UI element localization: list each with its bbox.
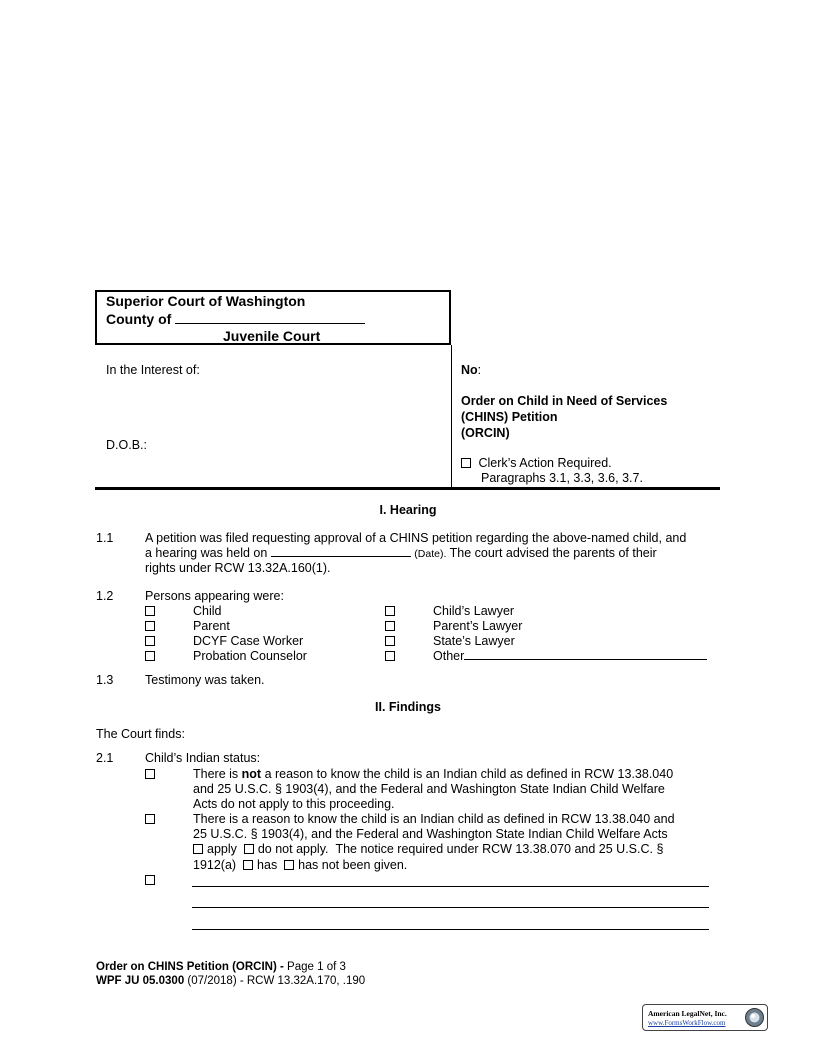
logo-company: American LegalNet, Inc.: [648, 1009, 727, 1018]
clerk-checkbox[interactable]: [461, 458, 471, 468]
case-number: [461, 363, 481, 377]
footer-title: Order on CHINS Petition (ORCIN) -: [96, 961, 284, 973]
caption-divider: [451, 345, 452, 488]
para-1-2-num: 1.2: [96, 589, 114, 603]
person-other: [385, 649, 399, 663]
person-probation-label: Probation Counselor: [193, 649, 307, 663]
court-name: Superior Court of Washington: [106, 293, 306, 309]
do-not-apply-label: do not apply.: [257, 842, 329, 856]
case-number-label: No: [461, 363, 478, 377]
not-indian-line3: Acts do not apply to this proceeding.: [193, 797, 395, 811]
checkbox-state-lawyer[interactable]: [385, 636, 395, 646]
not-indian-line1: [193, 767, 673, 781]
indian-line2: 25 U.S.C. § 1903(4), and the Federal and Washington State Indian Child Welfare Acts: [193, 827, 668, 841]
checkbox-other[interactable]: [385, 651, 395, 661]
hearing-text: a hearing was held on: [145, 546, 268, 560]
person-state-lawyer-label: State’s Lawyer: [433, 634, 515, 648]
person-other-label: Other: [433, 649, 465, 663]
option-indian: [145, 812, 159, 826]
checkbox-indian[interactable]: [145, 814, 155, 824]
footer-form-number: WPF JU 05.0300: [96, 975, 185, 987]
indian-line4: [193, 858, 407, 872]
caption-bottom-rule: [95, 487, 720, 490]
other-blank[interactable]: [464, 659, 707, 660]
apply-label: apply: [207, 842, 237, 856]
person-dcyf: [145, 634, 159, 648]
checkbox-apply[interactable]: [193, 844, 203, 854]
checkbox-has[interactable]: [243, 860, 253, 870]
date-label: (Date).: [414, 548, 447, 560]
footer-line2: [96, 975, 365, 987]
has-not-label: has not been given.: [298, 858, 408, 872]
not-indian-not: not: [241, 767, 262, 781]
county-blank[interactable]: [175, 323, 365, 324]
indian-status-title: Child’s Indian status:: [145, 751, 261, 765]
option-other-finding: [145, 873, 159, 887]
other-finding-line-3[interactable]: [192, 929, 709, 930]
usc-1912a: 1912(a): [193, 858, 237, 872]
case-number-colon: :: [477, 363, 482, 377]
person-child-lawyer-label: Child’s Lawyer: [433, 604, 515, 618]
person-dcyf-label: DCYF Case Worker: [193, 634, 304, 648]
checkbox-do-not-apply[interactable]: [244, 844, 254, 854]
clerk-action: [461, 456, 612, 470]
not-indian-pre: There is: [193, 767, 239, 781]
court-finds: The Court finds:: [96, 727, 185, 741]
doc-title-line1: Order on Child in Need of Services: [461, 394, 668, 408]
indian-line1: There is a reason to know the child is an Indian child as defined in RCW 13.38.040 and: [193, 812, 675, 826]
not-indian-post: a reason to know the child is an Indian child as defined in RCW 13.38.040: [264, 767, 674, 781]
checkbox-dcyf[interactable]: [145, 636, 155, 646]
testimony-text: Testimony was taken.: [145, 673, 265, 687]
checkbox-other-finding[interactable]: [145, 875, 155, 885]
other-finding-line-1[interactable]: [192, 886, 709, 887]
not-indian-line2: and 25 U.S.C. § 1903(4), and the Federal and Washington State Indian Child Welfare: [193, 782, 665, 796]
county-label: County of: [106, 311, 172, 327]
para-1-1-num: 1.1: [96, 531, 114, 545]
person-probation: [145, 649, 159, 663]
hearing-date-blank[interactable]: [271, 556, 411, 557]
clerk-action-label: Clerk’s Action Required.: [478, 456, 612, 470]
dob-label: D.O.B.:: [106, 438, 147, 452]
indian-line3: [193, 842, 663, 856]
legalnet-logo[interactable]: [642, 1004, 768, 1031]
globe-icon: [744, 1007, 765, 1028]
doc-title-line2: (CHINS) Petition: [461, 410, 558, 424]
checkbox-child[interactable]: [145, 606, 155, 616]
checkbox-parent[interactable]: [145, 621, 155, 631]
person-child-lawyer: [385, 604, 399, 618]
para-1-1-line1: A petition was filed requesting approval of a CHINS petition regarding the above-named child, and: [145, 531, 687, 545]
para-2-1-num: 2.1: [96, 751, 114, 765]
person-child-label: Child: [193, 604, 222, 618]
para-1-1-line3: rights under RCW 13.32A.160(1).: [145, 561, 331, 575]
division: Juvenile Court: [223, 328, 321, 344]
person-parent-label: Parent: [193, 619, 230, 633]
checkbox-probation[interactable]: [145, 651, 155, 661]
person-parent: [145, 619, 159, 633]
doc-title-line3: (ORCIN): [461, 426, 510, 440]
section-1-heading: I. Hearing: [379, 503, 437, 517]
footer-form-rest: (07/2018) - RCW 13.32A.170, .190: [187, 975, 366, 987]
checkbox-has-not[interactable]: [284, 860, 294, 870]
logo-url: www.FormsWorkFlow.com: [648, 1019, 726, 1027]
checkbox-parent-lawyer[interactable]: [385, 621, 395, 631]
para-1-3-num: 1.3: [96, 673, 114, 687]
other-finding-line-2[interactable]: [192, 907, 709, 908]
para-1-1-line2: [145, 546, 657, 560]
clerk-paragraphs: Paragraphs 3.1, 3.3, 3.6, 3.7.: [481, 471, 643, 485]
option-not-indian: [145, 767, 159, 781]
footer-line1: [96, 961, 346, 973]
notice-text: The notice required under RCW 13.38.070 and 25 U.S.C. §: [335, 842, 664, 856]
county-line: [106, 311, 365, 327]
person-parent-lawyer-label: Parent’s Lawyer: [433, 619, 523, 633]
has-label: has: [257, 858, 278, 872]
person-child: [145, 604, 159, 618]
checkbox-child-lawyer[interactable]: [385, 606, 395, 616]
in-interest-label: In the Interest of:: [106, 363, 200, 377]
person-other-row: [433, 649, 707, 663]
footer-page: Page 1 of 3: [287, 961, 346, 973]
person-state-lawyer: [385, 634, 399, 648]
section-2-heading: II. Findings: [375, 700, 441, 714]
checkbox-not-indian[interactable]: [145, 769, 155, 779]
person-parent-lawyer: [385, 619, 399, 633]
parents-advised-text: The court advised the parents of their: [449, 546, 657, 560]
persons-appearing-label: Persons appearing were:: [145, 589, 284, 603]
